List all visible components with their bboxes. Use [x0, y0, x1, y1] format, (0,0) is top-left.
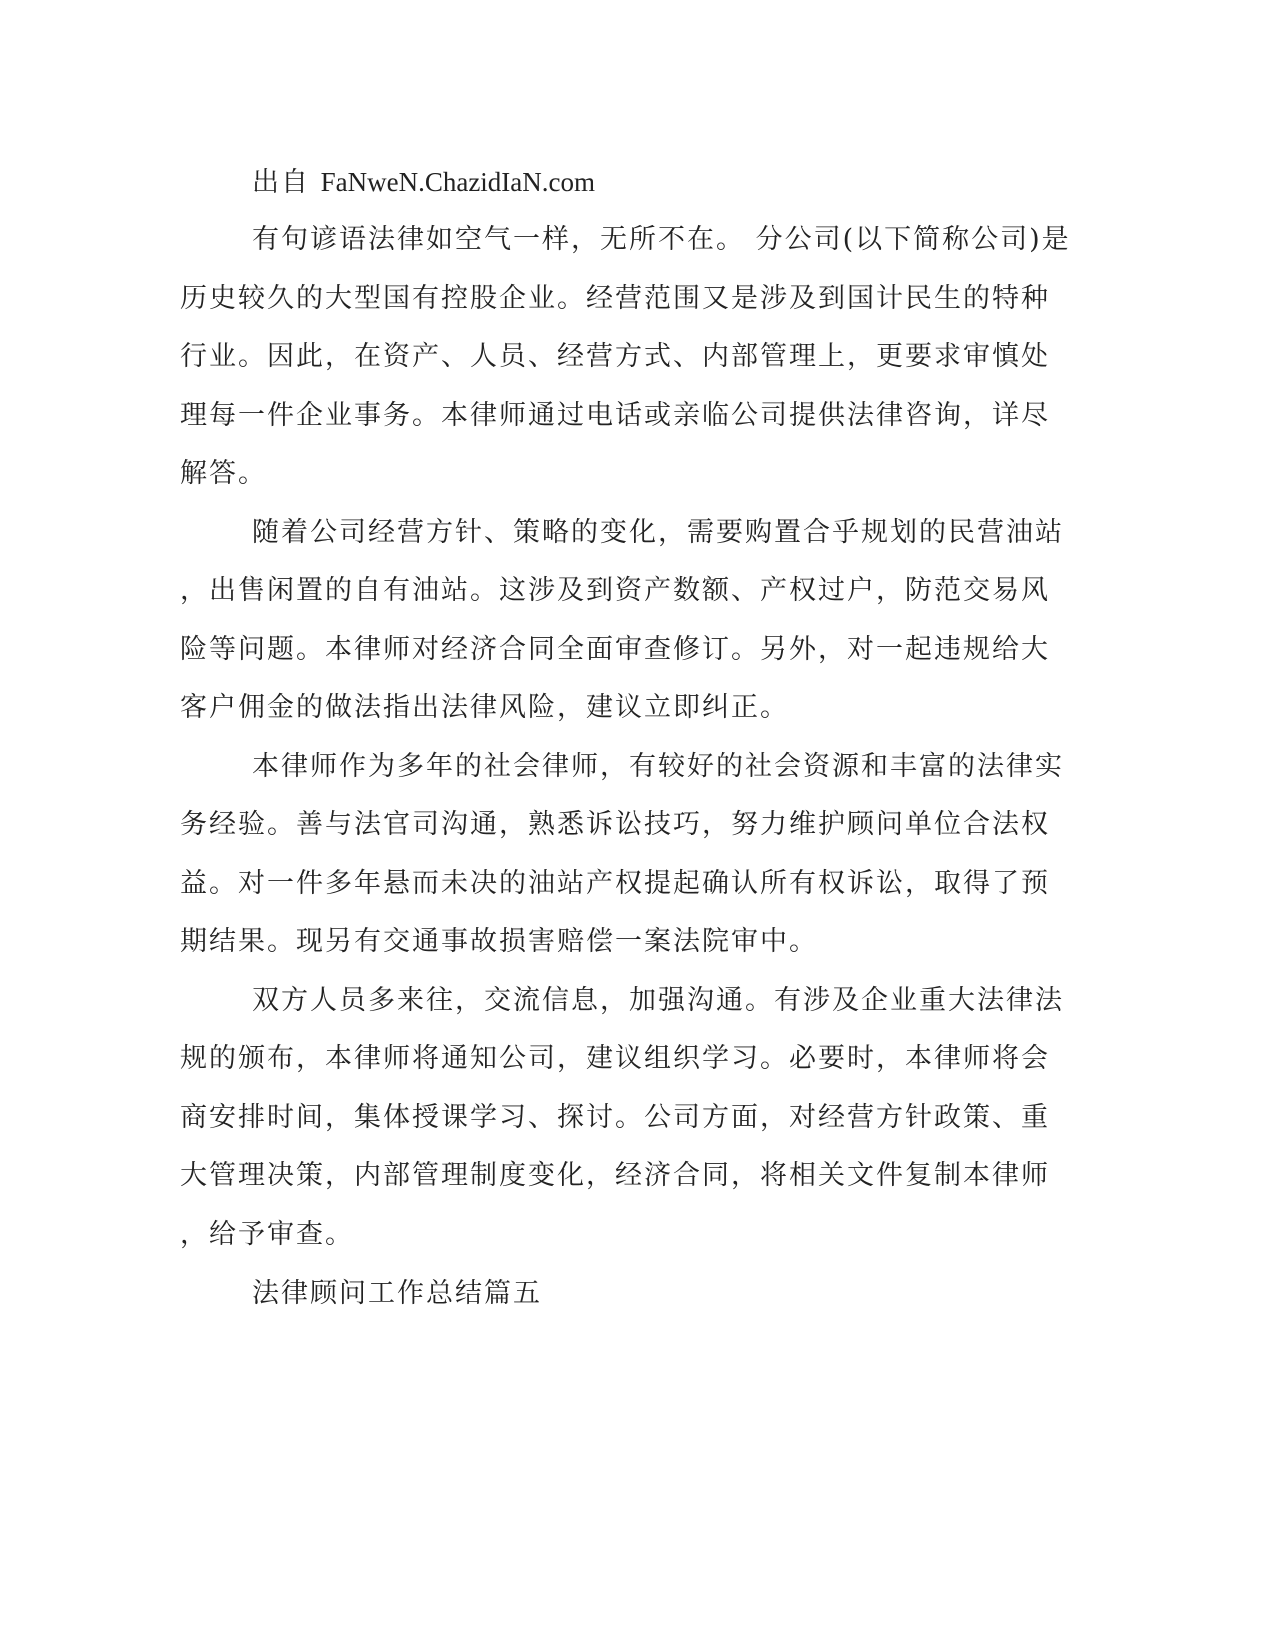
text-line: 险等问题。本律师对经济合同全面审查修订。另外，对一起违规给大 [180, 634, 1050, 665]
text-line: 期结果。现另有交通事故损害赔偿一案法院审中。 [180, 926, 818, 957]
source-line [0, 152, 1275, 212]
paragraph-2-line-4 [0, 678, 1275, 738]
text-line: 规的颁布，本律师将通知公司，建议组织学习。必要时，本律师将会 [180, 1043, 1050, 1074]
text-line: 大管理决策，内部管理制度变化，经济合同，将相关文件复制本律师 [180, 1160, 1050, 1191]
section-heading [0, 1264, 1275, 1324]
source-url: FaNweN.ChazidIaN.com [320, 167, 596, 197]
paragraph-4-line-3 [0, 1088, 1275, 1148]
text-line: 理每一件企业事务。本律师通过电话或亲临公司提供法律咨询，详尽 [180, 400, 1050, 431]
paragraph-1-line-4 [0, 386, 1275, 446]
paragraph-4-line-1 [0, 971, 1275, 1031]
paragraph-2-line-1 [0, 503, 1275, 563]
paragraph-4-line-2 [0, 1029, 1275, 1089]
paragraph-1-line-1 [0, 210, 1275, 270]
paragraph-2-line-2 [0, 561, 1275, 621]
text-line: 商安排时间，集体授课学习、探讨。公司方面，对经营方针政策、重 [180, 1102, 1050, 1133]
text-line: ，给予审查。 [180, 1219, 354, 1250]
text-line: 双方人员多来往，交流信息，加强沟通。有涉及企业重大法律法 [252, 985, 1064, 1016]
text-line: 有句谚语法律如空气一样，无所不在。 分公司(以下简称公司)是 [252, 224, 1071, 255]
text-line: 解答。 [180, 458, 267, 489]
text-line: 本律师作为多年的社会律师，有较好的社会资源和丰富的法律实 [252, 751, 1064, 782]
paragraph-1-line-3 [0, 327, 1275, 387]
paragraph-3-line-2 [0, 795, 1275, 855]
paragraph-1-line-5 [0, 444, 1275, 504]
paragraph-3-line-1 [0, 737, 1275, 797]
source-prefix: 出自 [252, 167, 321, 198]
paragraph-2-line-3 [0, 620, 1275, 680]
text-line: 务经验。善与法官司沟通，熟悉诉讼技巧，努力维护顾问单位合法权 [180, 809, 1050, 840]
text-line: 客户佣金的做法指出法律风险，建议立即纠正。 [180, 692, 789, 723]
paragraph-1-line-2 [0, 269, 1275, 329]
paragraph-3-line-4 [0, 912, 1275, 972]
text-line: ，出售闲置的自有油站。这涉及到资产数额、产权过户，防范交易风 [180, 575, 1050, 606]
paragraph-4-line-4 [0, 1146, 1275, 1206]
text-line: 历史较久的大型国有控股企业。经营范围又是涉及到国计民生的特种 [180, 283, 1050, 314]
text-line: 随着公司经营方针、策略的变化，需要购置合乎规划的民营油站 [252, 517, 1064, 548]
paragraph-3-line-3 [0, 854, 1275, 914]
text-line: 行业。因此，在资产、人员、经营方式、内部管理上，更要求审慎处 [180, 341, 1050, 372]
paragraph-4-line-5 [0, 1205, 1275, 1265]
text-line: 益。对一件多年悬而未决的油站产权提起确认所有权诉讼，取得了预 [180, 868, 1050, 899]
heading-text: 法律顾问工作总结篇五 [252, 1278, 542, 1309]
